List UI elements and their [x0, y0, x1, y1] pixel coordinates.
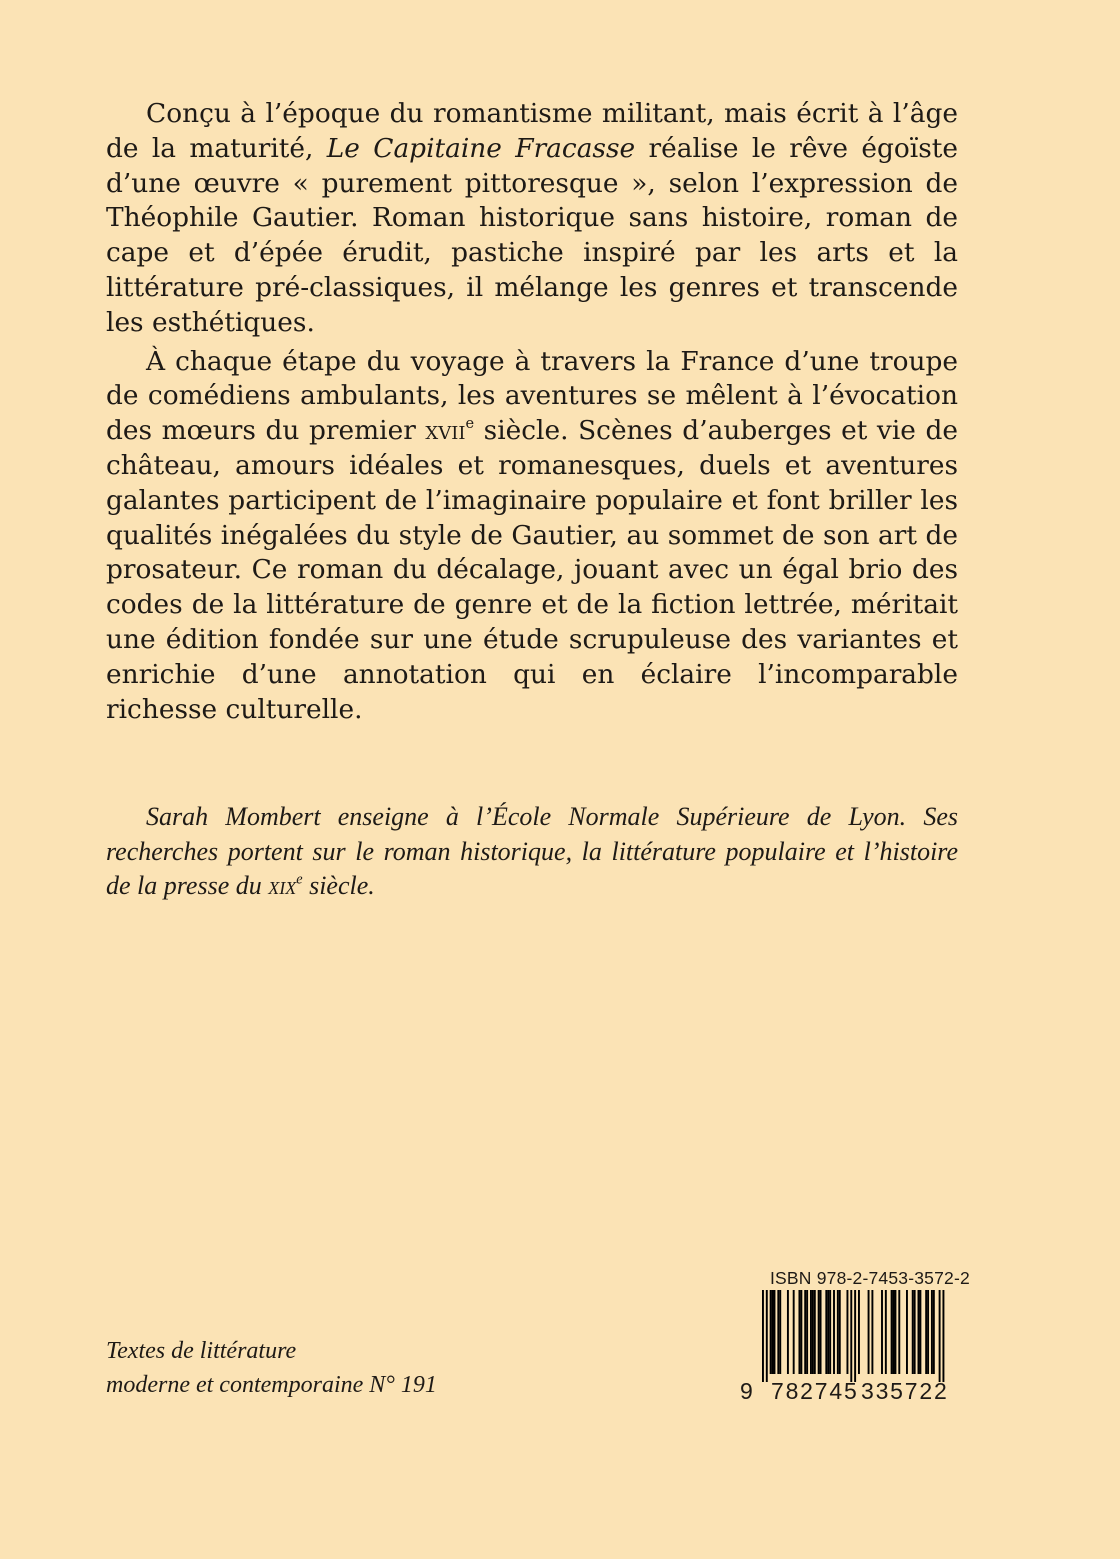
barcode-digits-right: 335722 [861, 1378, 949, 1404]
barcode-bar [925, 1290, 927, 1374]
author-bio-text: Sarah Mombert enseigne à l’École Normale Supérieure de Lyon. Ses recherches portent sur le roman historique, la littérature populaire et l’histoire de la presse du [106, 802, 958, 900]
description-text: À chaque étape du voyage à travers la France d’une troupe de comédiens ambulants, les aventures se mêlent à l’évocation des mœurs du premier [106, 345, 958, 447]
barcode-bar [858, 1290, 860, 1374]
barcode-bar [814, 1290, 816, 1374]
isbn-label: ISBN 978-2-7453-3572-2 [770, 1268, 970, 1288]
description-text: Conçu à l’époque du romantisme militant, mais écrit à l’âge de la maturité, [106, 98, 958, 164]
barcode-bar [912, 1290, 914, 1374]
barcode-bar [820, 1290, 822, 1374]
barcode-bar [800, 1290, 802, 1374]
barcode-bar [906, 1290, 908, 1374]
century-numeral: xix [268, 871, 297, 900]
barcode-bar [927, 1290, 929, 1374]
barcode-bar [779, 1290, 781, 1374]
barcode-bar [825, 1290, 827, 1374]
barcode-bar [942, 1290, 944, 1382]
barcode-bar [854, 1290, 856, 1382]
isbn-barcode [740, 1268, 970, 1404]
description-text: siècle. Scènes d’auberges et vie de château, amours idéales et romanesques, duels et aventures galantes participent de l’imaginaire populaire et font briller les qualités inégalées du style de Gautier, au sommet de son art de prosateur. Ce roman du décalage, jouant avec un égal brio des codes de la littérature de genre et de la fiction lettrée, méritait une édition fondée sur une étude scrupuleuse des variantes et enrichie d’une annotation qui en éclaire l’incomparable richesse culturelle. [106, 415, 958, 725]
author-bio [106, 800, 958, 904]
barcode-bar [846, 1290, 848, 1374]
barcode-bar [827, 1290, 829, 1374]
back-cover-description [106, 97, 958, 727]
barcode-bar [868, 1290, 870, 1374]
barcode-bar [837, 1290, 839, 1374]
barcode-bar [787, 1290, 789, 1374]
barcode-bar [894, 1290, 896, 1374]
barcode-bar [777, 1290, 779, 1374]
barcode-bar [914, 1290, 916, 1374]
barcode-bar [810, 1290, 812, 1374]
barcode-bar [898, 1290, 900, 1374]
barcode-bar [798, 1290, 800, 1374]
description-text: réalise le rêve égoïste d’une œuvre « purement pittoresque », selon l’expression de Théophile Gautier. Roman historique sans histoire, roman de cape et d’épée érudit, pastiche inspiré par les arts et la littérature pré-classiques, il mélange les genres et transcende les esthétiques. [106, 132, 958, 338]
barcode-digits-left: 782745 [771, 1378, 859, 1404]
barcode-bar [829, 1290, 831, 1374]
barcode-bar [812, 1290, 814, 1374]
century-superscript: e [296, 871, 303, 888]
barcode-bar [931, 1290, 933, 1374]
barcode-bar [793, 1290, 795, 1374]
barcode-bar [774, 1290, 776, 1374]
barcode-bar [762, 1290, 764, 1382]
author-bio-paragraph [106, 800, 958, 904]
barcode-bar [766, 1290, 768, 1382]
description-paragraph-1 [106, 97, 958, 341]
century-superscript: e [465, 416, 475, 433]
barcode-bar [918, 1290, 920, 1374]
description-paragraph-2 [106, 345, 958, 728]
barcode-icon [740, 1290, 952, 1382]
barcode-bar [871, 1290, 873, 1374]
book-title: Le Capitaine Fracasse [326, 132, 636, 164]
barcode-bar [772, 1290, 774, 1374]
series-line-1: Textes de littérature [106, 1338, 297, 1364]
barcode-bar [770, 1290, 772, 1374]
series-line-2: moderne et contemporaine N° 191 [106, 1372, 437, 1398]
barcode-bar [833, 1290, 835, 1374]
barcode-digit-first: 9 [740, 1378, 753, 1404]
barcode-bar [919, 1290, 921, 1374]
barcode-bar [933, 1290, 935, 1374]
author-bio-text: siècle. [302, 871, 375, 900]
barcode-bar [804, 1290, 806, 1374]
century-numeral: xvii [425, 415, 466, 447]
barcode-bar [850, 1290, 852, 1382]
series-info [106, 1334, 437, 1402]
barcode-bar [885, 1290, 887, 1374]
barcode-bar [939, 1290, 941, 1382]
barcode-bar [806, 1290, 808, 1374]
barcode-bar [818, 1290, 820, 1374]
barcode-bar [881, 1290, 883, 1374]
barcode-bar [891, 1290, 893, 1374]
barcode-bar [839, 1290, 841, 1374]
barcode-bar [893, 1290, 895, 1374]
